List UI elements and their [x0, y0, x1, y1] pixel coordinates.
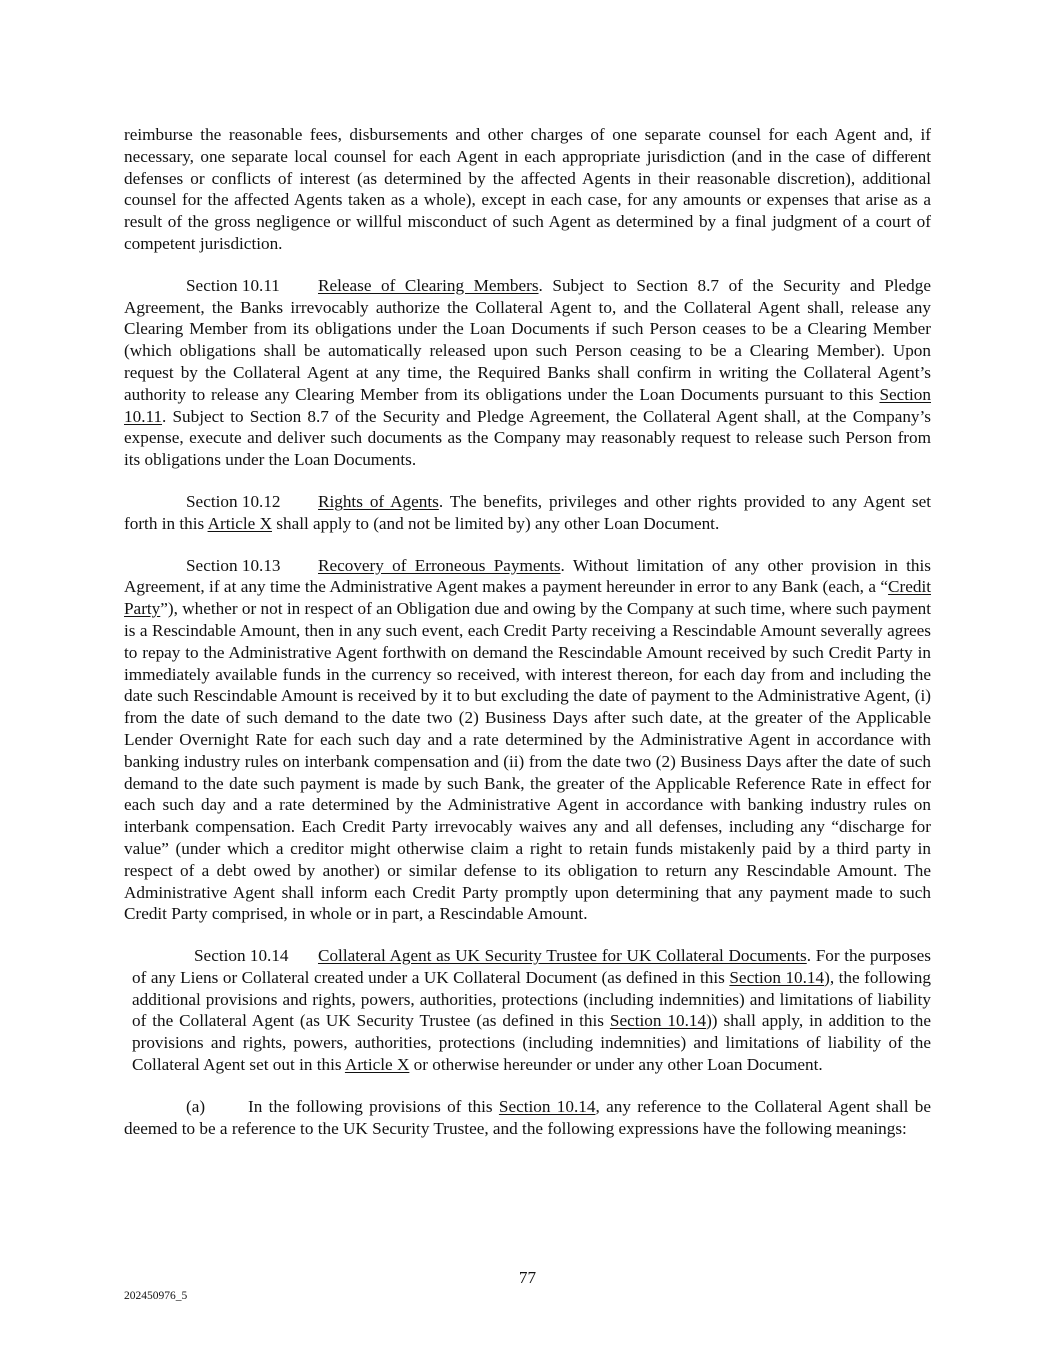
section-10-14-block — [132, 945, 931, 1076]
section-heading: Release of Clearing Members — [318, 275, 539, 295]
section-number: Section 10.12 — [186, 491, 281, 511]
section-heading: Collateral Agent as UK Security Trustee for UK Collateral Documents — [318, 946, 807, 966]
cross-reference: Article X — [207, 513, 272, 533]
paragraph-a: (a) In the following provisions of this Section 10.14, any reference to the Collateral Agent shall be deemed to be a reference to the UK Security Trustee, and the following expressions have the following meanings: — [124, 1096, 931, 1138]
defined-term: Credit Party — [124, 577, 931, 619]
section-10-13: Section 10.13 Recovery of Erroneous Payments. Without limitation of any other provision in this Agreement, if at any time the Administrative Agent makes a payment hereunder in error to any Bank (each, a “Credit Party”), whether or not in respect of an Obligation due and owing by the Company at such time, where such payment is a Rescindable Amount, then in any such event, each Credit Party receiving a Rescindable Amount severally agrees to repay to the Administrative Agent forthwith on demand the Rescindable Amount received by such Credit Party in immediately available funds in the currency so received, with interest thereon, for each day from and including the date such Rescindable Amount is received by it to but excluding the date of payment to the Administrative Agent, (i) from the date of such demand to the date two (2) Business Days after such date, at the greater of the Applicable Lender Overnight Rate for each such day and a rate determined by the Administrative Agent in accordance with banking industry rules on interbank compensation and (ii) from the date two (2) Business Days after the date of such demand to the date such payment is made by such Bank, the greater of the Applicable Reference Rate in effect for each such day and a rate determined by the Administrative Agent in accordance with banking industry rules on interbank compensation. Each Credit Party irrevocably waives any and all defenses, including any “discharge for value” (under which a creditor might otherwise claim a right to retain funds mistakenly paid by a third party in respect of a debt owed by another) or similar defense to its obligation to return any Rescindable Amount. The Administrative Agent shall inform each Credit Party promptly upon determining that any payment made to such Credit Party comprised, in whole or in part, a Rescindable Amount. — [124, 555, 931, 924]
cross-reference: Section 10.14 — [498, 1096, 596, 1116]
document-body — [124, 124, 931, 1139]
paragraph-label: (a) — [186, 1096, 206, 1116]
section-number: Section 10.11 — [186, 275, 280, 295]
cross-reference: Section 10.14 — [729, 967, 825, 987]
cross-reference: Section 10.11 — [124, 384, 931, 426]
section-heading: Recovery of Erroneous Payments — [318, 555, 561, 575]
cross-reference: Section 10.14 — [609, 1011, 707, 1031]
section-10-12: Section 10.12 Rights of Agents. The benefits, privileges and other rights provided to any Agent set forth in this Article X shall apply to (and not be limited by) any other Loan Document. — [124, 491, 931, 533]
section-number: Section 10.13 — [186, 555, 281, 575]
cross-reference: Article X — [344, 1055, 410, 1075]
page-number: 77 — [518, 1268, 537, 1287]
paragraph-reimburse: reimburse the reasonable fees, disbursements and other charges of one separate counsel for each Agent and, if necessary, one separate local counsel for each Agent in each appropriate jurisdiction (and in the case of different defenses or conflicts of interest (as determined by the affected Agents in their reasonable discretion), additional counsel for the affected Agents taken as a whole), except in each case, for any amounts or expenses that arise as a result of the gross negligence or willful misconduct of such Agent as determined by a final judgment of a court of competent jurisdiction. — [124, 125, 931, 253]
document-id: 202450976_5 — [124, 1290, 188, 1302]
section-heading: Rights of Agents — [318, 491, 439, 511]
section-10-11: Section 10.11 Release of Clearing Members. Subject to Section 8.7 of the Security and Pledge Agreement, the Banks irrevocably authorize the Collateral Agent to, and the Collateral Agent shall, release any Clearing Member from its obligations under the Loan Documents if such Person ceases to be a Clearing Member (which obligations shall be automatically released upon such Person ceasing to be a Clearing Member). Upon request by the Collateral Agent at any time, the Required Banks shall confirm in writing the Collateral Agent’s authority to release any Clearing Member from its obligations under the Loan Documents pursuant to this Section 10.11. Subject to Section 8.7 of the Security and Pledge Agreement, the Collateral Agent shall, at the Company’s expense, execute and deliver such documents as the Company may reasonably request to release such Person from its obligations under the Loan Documents. — [124, 275, 931, 470]
section-10-14: Section 10.14 Collateral Agent as UK Security Trustee for UK Collateral Documents. For the purposes of any Liens or Collateral created under a UK Collateral Document (as defined in this Section 10.14), the following additional provisions and rights, powers, authorities, protections (including indemnities) and limitations of liability of the Collateral Agent (as UK Security Trustee (as defined in this Section 10.14)) shall apply, in addition to the provisions and rights, powers, authorities, protections (including indemnities) and limitations of liability of the Collateral Agent set out in this Article X or otherwise hereunder or under any other Loan Document. — [132, 946, 932, 1075]
section-number: Section 10.14 — [194, 946, 289, 966]
